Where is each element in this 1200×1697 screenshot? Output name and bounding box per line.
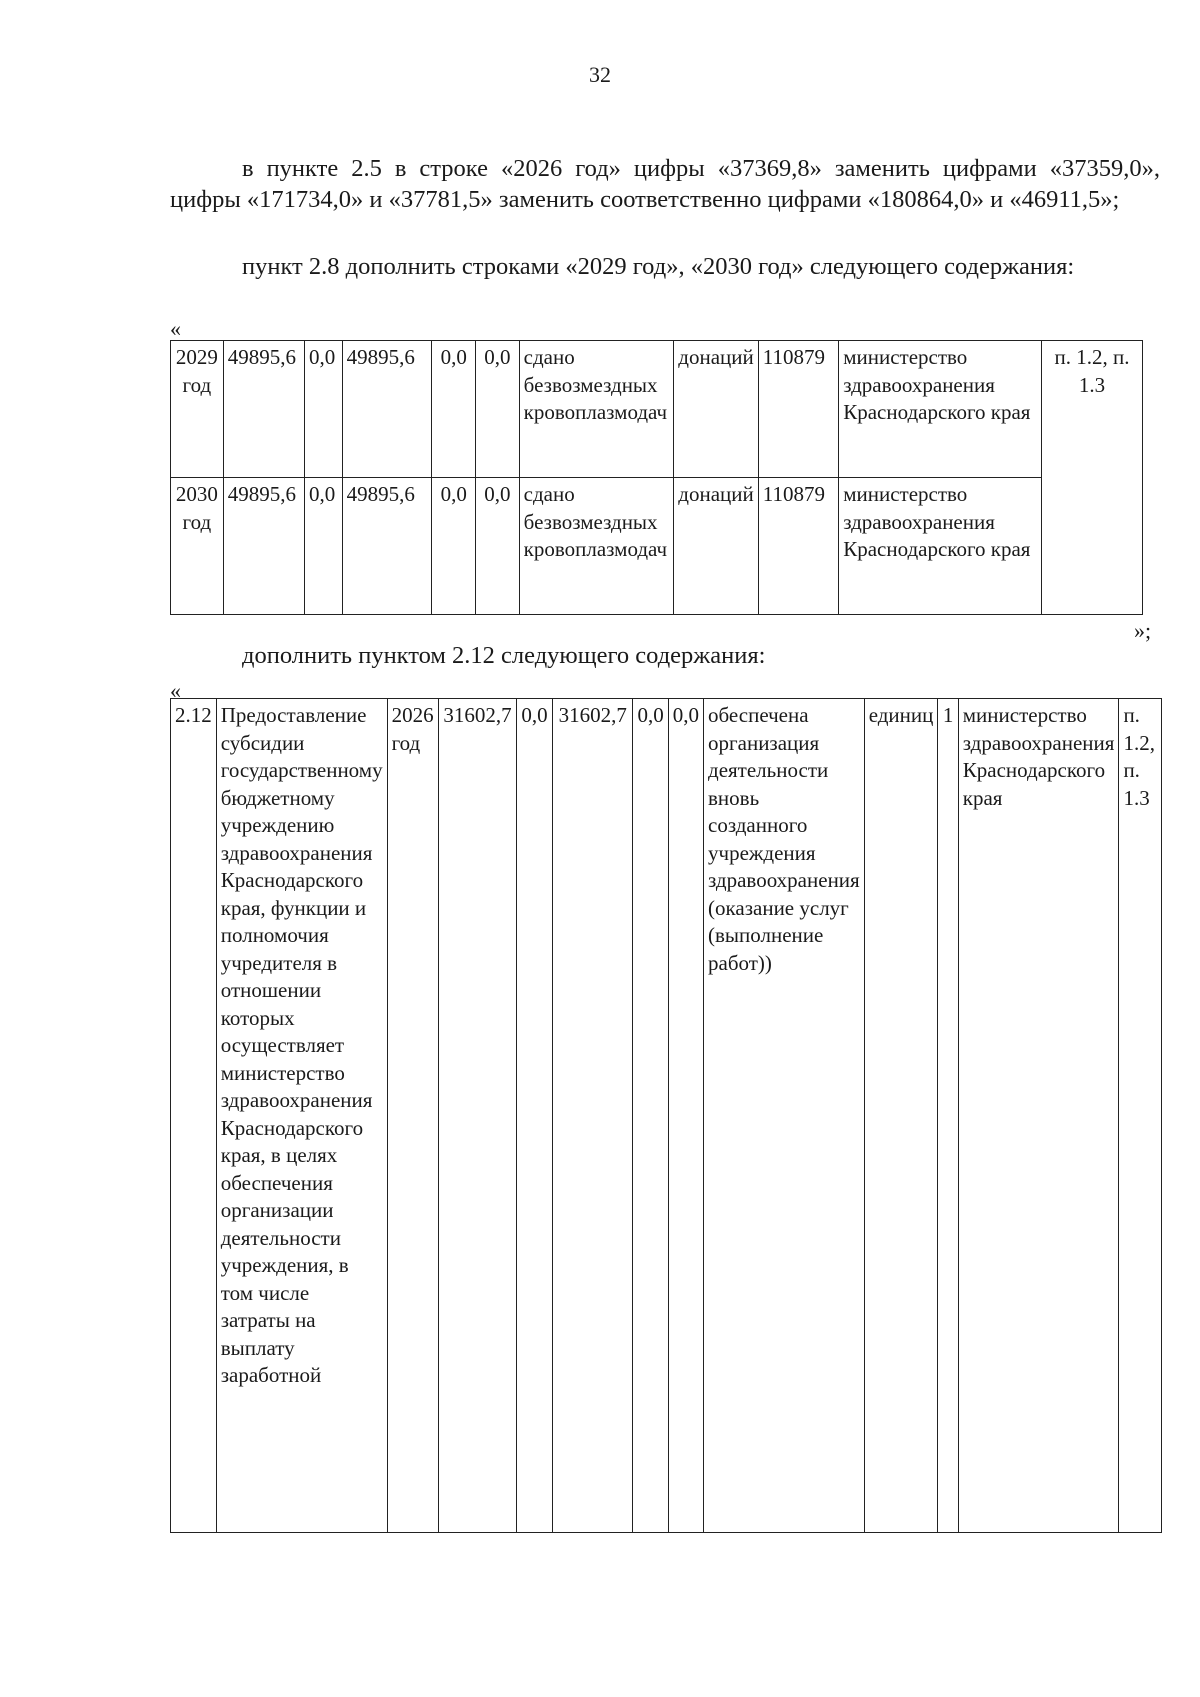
- unit-cell: донаций: [674, 478, 758, 615]
- value-cell: 110879: [758, 478, 838, 615]
- table-2-8-additions: [170, 340, 1143, 615]
- unit-cell: единиц: [864, 699, 938, 1533]
- local-cell: 0,0: [432, 478, 476, 615]
- year-cell: 2030 год: [171, 478, 224, 615]
- year-cell: 2029 год: [171, 341, 224, 478]
- value-cell: 1: [938, 699, 958, 1533]
- table-2-12-addition: [170, 698, 1162, 1533]
- table-row: [171, 478, 1143, 615]
- federal-cell: 0,0: [305, 341, 343, 478]
- page-number: 32: [589, 62, 611, 87]
- executor-cell: министерство здравоохранения Краснодарского края: [839, 341, 1042, 478]
- unit-cell: донаций: [674, 341, 758, 478]
- paragraph-add-2-12: дополнить пунктом 2.12 следующего содержания:: [242, 642, 766, 669]
- other-cell: 0,0: [476, 341, 520, 478]
- indicator-cell: сдано безвозмездных кровоплазмодач: [519, 341, 674, 478]
- federal-cell: 0,0: [305, 478, 343, 615]
- indicator-cell: обеспечена организация деятельности вновь созданного учреждения здравоохранения (оказание услуг (выполнение работ)): [704, 699, 865, 1533]
- local-cell: 0,0: [633, 699, 668, 1533]
- local-cell: 0,0: [432, 341, 476, 478]
- paragraph-amendment-2-8: пункт 2.8 дополнить строками «2029 год», «2030 год» следующего содержания:: [242, 253, 1075, 280]
- opening-quote-table1: «: [170, 316, 181, 341]
- other-cell: 0,0: [476, 478, 520, 615]
- item-number-cell: 2.12: [171, 699, 217, 1533]
- executor-cell: министерство здравоохранения Краснодарского края: [958, 699, 1119, 1533]
- reference-cell: п. 1.2, п. 1.3: [1042, 341, 1143, 615]
- year-cell: 2026 год: [387, 699, 438, 1533]
- regional-cell: 49895,6: [342, 341, 432, 478]
- indicator-cell: сдано безвозмездных кровоплазмодач: [519, 478, 674, 615]
- item-name-cell: Предоставление субсидии государственному бюджетному учреждению здравоохранения Краснодарского края, функции и полномочия учредителя в отношении которых осуществляет министерство здравоохранения Краснодарского края, в целях обеспечения организации деятельности учреждения, в том числе затраты на выплату заработной: [216, 699, 387, 1533]
- total-cell: 31602,7: [438, 699, 517, 1533]
- value-cell: 110879: [758, 341, 838, 478]
- federal-cell: 0,0: [517, 699, 553, 1533]
- paragraph-amendment-2-5: в пункте 2.5 в строке «2026 год» цифры «37369,8» заменить цифрами «37359,0», цифры «171734,0» и «37781,5» заменить соответственно цифрами «180864,0» и «46911,5»;: [170, 155, 1160, 213]
- reference-cell: п. 1.2, п. 1.3: [1119, 699, 1162, 1533]
- regional-cell: 49895,6: [342, 478, 432, 615]
- regional-cell: 31602,7: [552, 699, 633, 1533]
- executor-cell: министерство здравоохранения Краснодарского края: [839, 478, 1042, 615]
- table-row: [171, 341, 1143, 478]
- opening-quote-table2: «: [170, 678, 181, 703]
- total-cell: 49895,6: [223, 341, 304, 478]
- other-cell: 0,0: [668, 699, 703, 1533]
- closing-quote-table1: »;: [1134, 618, 1152, 643]
- total-cell: 49895,6: [223, 478, 304, 615]
- table-row: [171, 699, 1162, 1533]
